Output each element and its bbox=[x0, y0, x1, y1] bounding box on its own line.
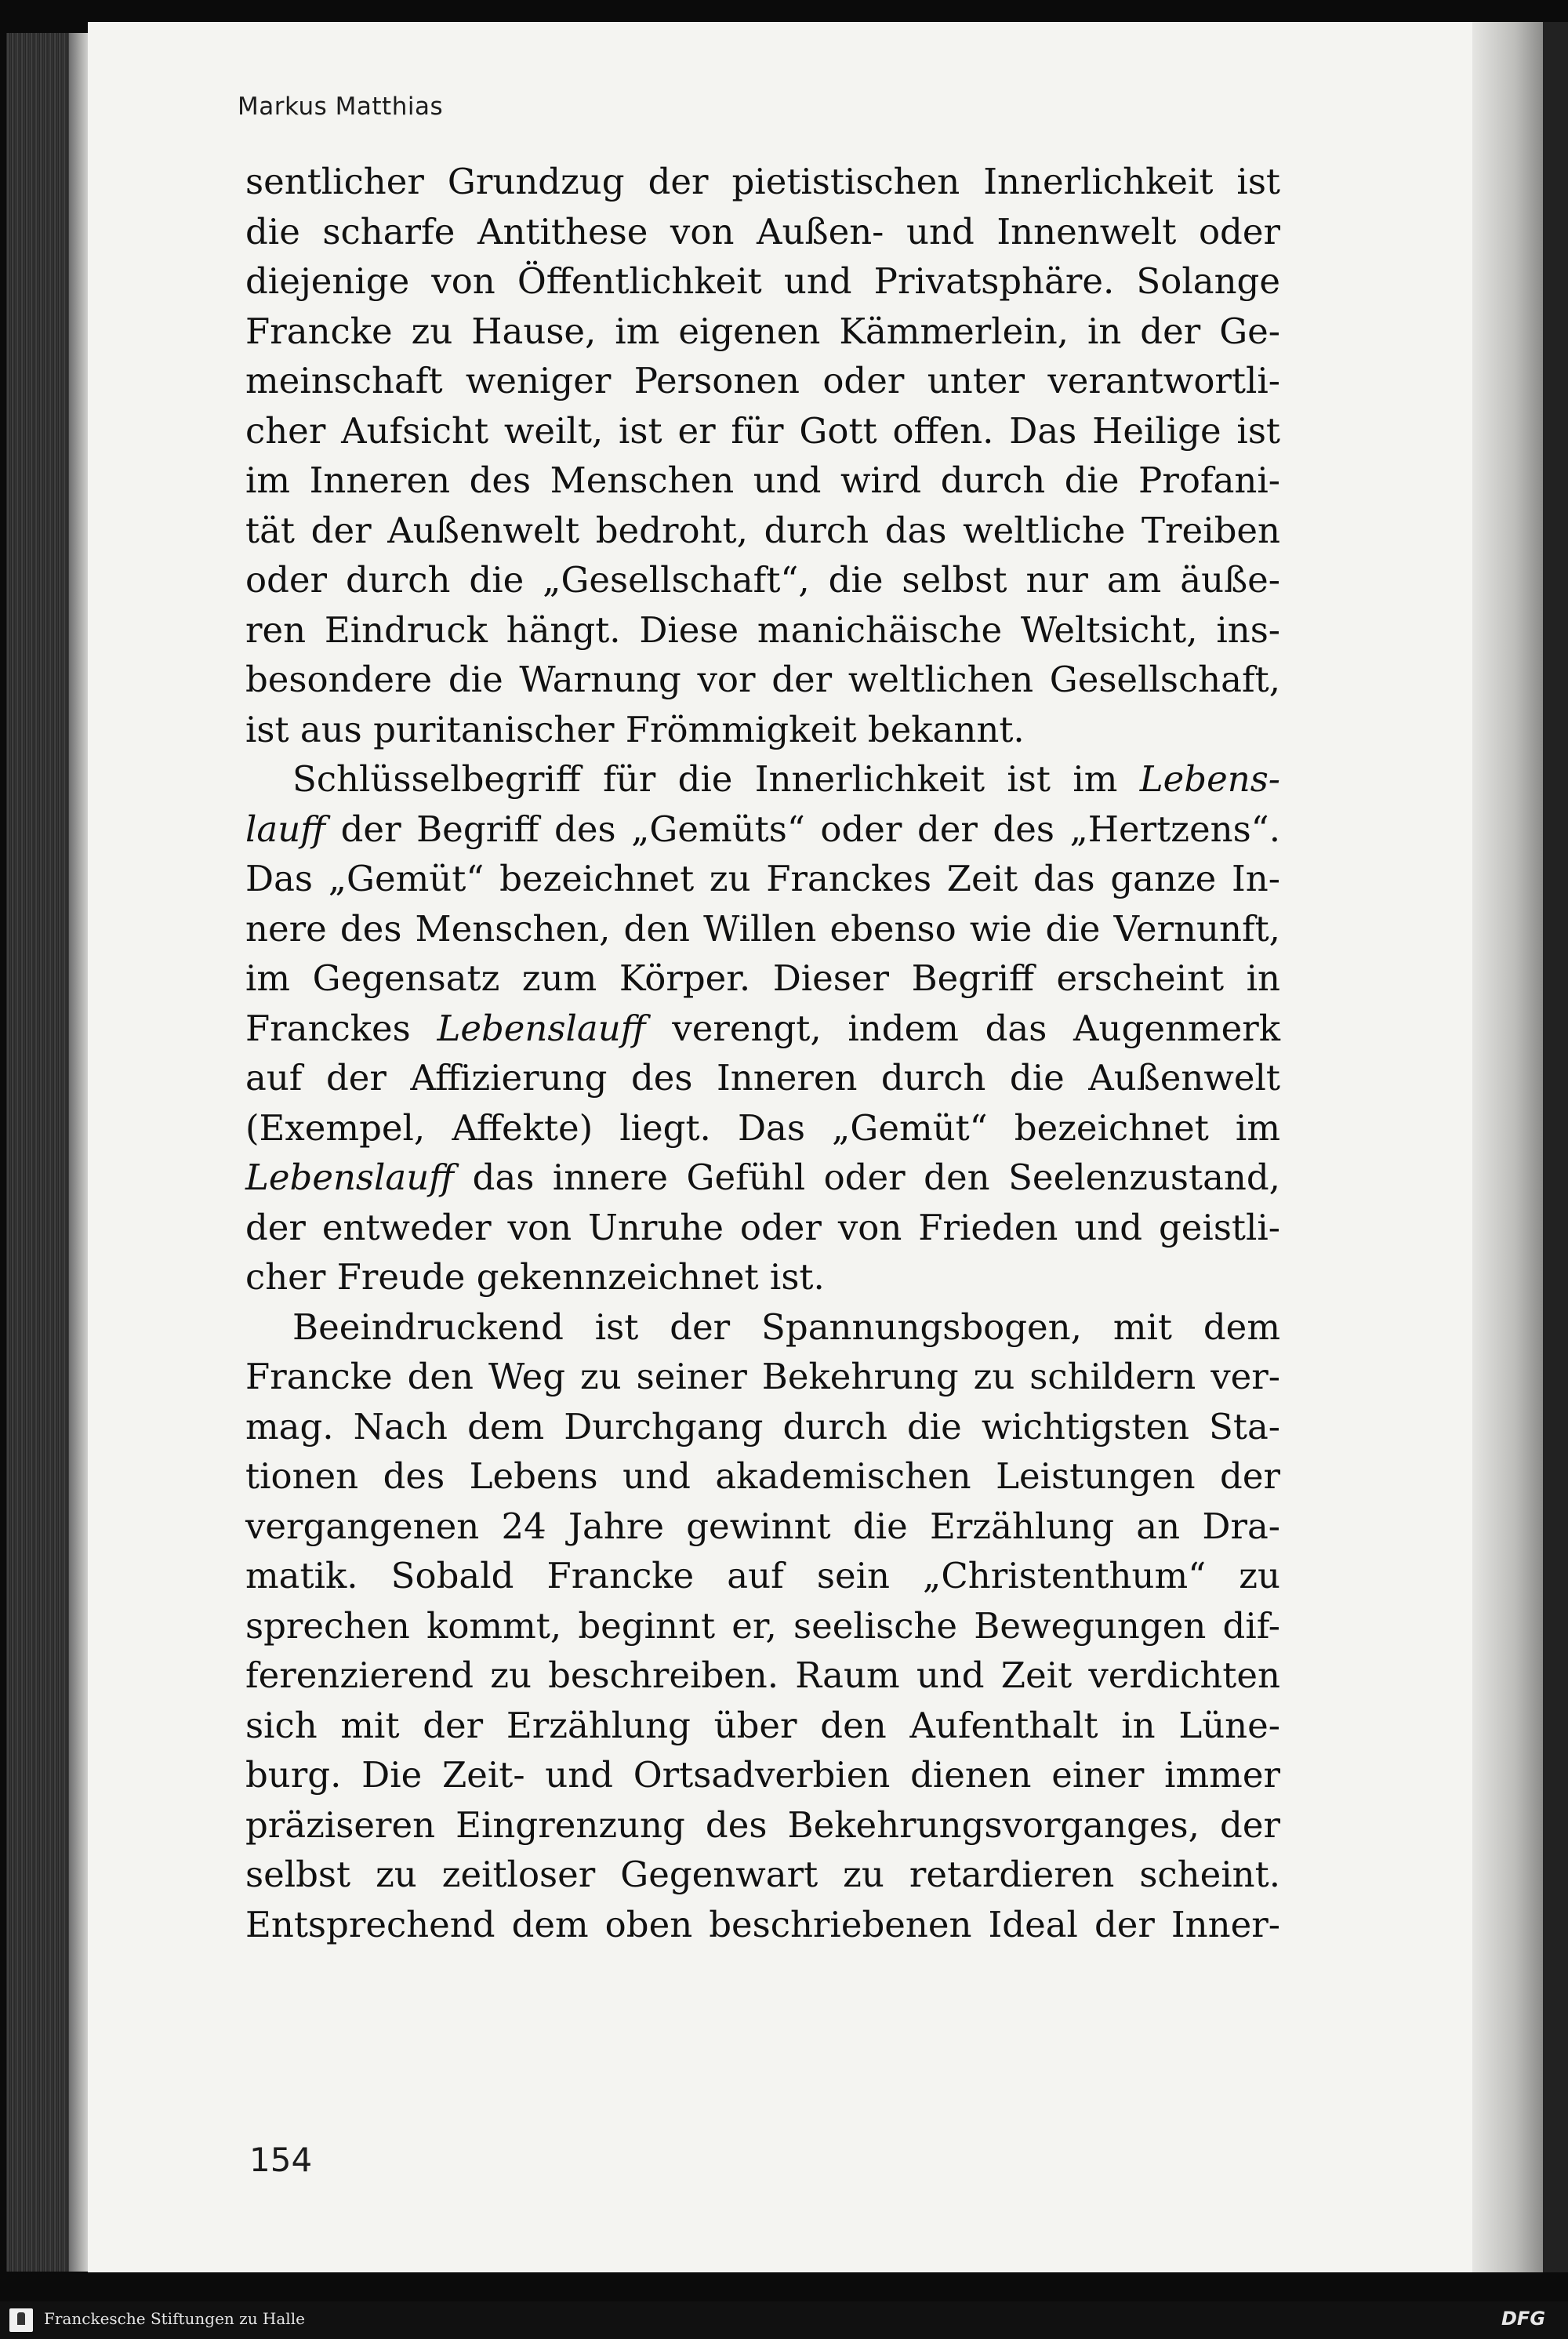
text-line bbox=[245, 207, 1280, 257]
italic-text: Lebenslauff bbox=[245, 1157, 455, 1198]
text-line bbox=[245, 1601, 1280, 1651]
text-line bbox=[245, 804, 1280, 855]
book-spine-shadow bbox=[1543, 22, 1568, 2272]
text-line bbox=[245, 1004, 1280, 1054]
text-line bbox=[245, 1153, 1280, 1203]
text-line bbox=[245, 953, 1280, 1004]
text-line bbox=[245, 854, 1280, 904]
text-segment: Francke den Weg zu seiner Bekehrung zu schildern ver- bbox=[245, 1356, 1280, 1397]
text-line bbox=[245, 1252, 1280, 1302]
text-line bbox=[245, 705, 1280, 755]
text-line bbox=[245, 655, 1280, 705]
text-line bbox=[245, 1651, 1280, 1701]
text-segment: cher Aufsicht weilt, ist er für Gott offen. Das Heilige ist bbox=[245, 409, 1280, 452]
text-line bbox=[245, 1551, 1280, 1601]
running-head: Markus Matthias bbox=[238, 93, 444, 121]
text-line bbox=[245, 605, 1280, 656]
text-segment: diejenige von Öffentlichkeit und Privatsphäre. Solange bbox=[245, 260, 1280, 302]
text-segment: Franckes bbox=[245, 1007, 437, 1049]
text-segment: meinschaft weniger Personen oder unter verantwortli- bbox=[245, 360, 1280, 401]
text-segment: cher Freude gekennzeichnet ist. bbox=[245, 1256, 825, 1298]
institution-name: Franckesche Stiftungen zu Halle bbox=[44, 2309, 305, 2328]
text-segment: sprechen kommt, beginnt er, seelische Bewegungen dif- bbox=[245, 1604, 1280, 1647]
text-segment: Francke zu Hause, im eigenen Kämmerlein, in der Ge- bbox=[245, 310, 1280, 352]
text-line bbox=[245, 1502, 1280, 1552]
text-line bbox=[245, 1302, 1280, 1353]
text-segment: tionen des Lebens und akademischen Leistungen der bbox=[245, 1455, 1280, 1497]
text-line bbox=[245, 1053, 1280, 1103]
text-line bbox=[245, 904, 1280, 954]
text-segment: matik. Sobald Francke auf sein „Christenthum“ zu bbox=[245, 1555, 1280, 1596]
text-line bbox=[245, 1402, 1280, 1452]
text-segment: Schlüsselbegriff für die Innerlichkeit ist im bbox=[292, 758, 1140, 800]
text-line bbox=[245, 1103, 1280, 1153]
text-segment: der Begriff des „Gemüts“ oder der des „Hertzens“. bbox=[325, 808, 1280, 850]
page-edge-highlight bbox=[69, 33, 89, 2272]
text-line bbox=[245, 1451, 1280, 1502]
text-line bbox=[245, 1850, 1280, 1900]
text-segment: verengt, indem das Augenmerk bbox=[645, 1007, 1281, 1049]
text-segment: auf der Affizierung des Inneren durch die Außenwelt bbox=[245, 1057, 1280, 1099]
dfg-logo: DFG bbox=[1501, 2308, 1546, 2330]
text-line bbox=[245, 754, 1280, 804]
text-segment: ren Eindruck hängt. Diese manichäische Weltsicht, ins- bbox=[245, 608, 1280, 651]
text-segment: besondere die Warnung vor der weltlichen Gesellschaft, bbox=[245, 659, 1280, 700]
text-segment: vergangenen 24 Jahre gewinnt die Erzählung an Dra- bbox=[245, 1505, 1280, 1547]
text-line bbox=[245, 1701, 1280, 1751]
text-line bbox=[245, 555, 1280, 605]
text-segment: oder durch die „Gesellschaft“, die selbst nur am äuße- bbox=[245, 559, 1280, 601]
text-segment: Entsprechend dem oben beschriebenen Ideal der Inner- bbox=[245, 1903, 1280, 1945]
text-line bbox=[245, 506, 1280, 556]
text-segment: die scharfe Antithese von Außen- und Innenwelt oder bbox=[245, 210, 1280, 252]
text-line bbox=[245, 406, 1280, 456]
text-line bbox=[245, 157, 1280, 207]
text-line bbox=[245, 356, 1280, 406]
text-segment: im Gegensatz zum Körper. Dieser Begriff erscheint in bbox=[245, 957, 1280, 999]
text-line bbox=[245, 456, 1280, 506]
text-segment: mag. Nach dem Durchgang durch die wichtigsten Sta- bbox=[245, 1405, 1280, 1447]
text-segment: Das „Gemüt“ bezeichnet zu Franckes Zeit das ganze In- bbox=[245, 858, 1280, 899]
text-segment: selbst zu zeitloser Gegenwart zu retardieren scheint. bbox=[245, 1854, 1280, 1895]
text-segment: ferenzierend zu beschreiben. Raum und Zeit verdichten bbox=[245, 1654, 1280, 1696]
text-line bbox=[245, 1750, 1280, 1800]
text-segment: Beeindruckend ist der Spannungsbogen, mit dem bbox=[292, 1306, 1280, 1348]
text-line bbox=[245, 1900, 1280, 1950]
text-segment: sich mit der Erzählung über den Aufenthalt in Lüne- bbox=[245, 1704, 1280, 1746]
italic-text: Lebenslauff bbox=[437, 1007, 646, 1049]
text-segment: im Inneren des Menschen und wird durch die Profani- bbox=[245, 459, 1280, 501]
text-segment: tät der Außenwelt bedroht, durch das weltliche Treiben bbox=[245, 509, 1280, 551]
text-segment: sentlicher Grundzug der pietistischen Innerlichkeit ist bbox=[245, 161, 1280, 202]
italic-text: Lebens- bbox=[1139, 758, 1280, 800]
italic-text: lauff bbox=[245, 808, 326, 850]
page-number: 154 bbox=[249, 2141, 313, 2179]
institution-logo-icon bbox=[9, 2308, 33, 2332]
text-line bbox=[245, 256, 1280, 307]
text-segment: ist aus puritanischer Frömmigkeit bekannt. bbox=[245, 708, 1025, 750]
text-line bbox=[245, 1352, 1280, 1402]
text-segment: nere des Menschen, den Willen ebenso wie die Vernunft, bbox=[245, 907, 1280, 950]
text-line bbox=[245, 307, 1280, 357]
text-line bbox=[245, 1203, 1280, 1253]
body-text bbox=[245, 157, 1280, 1949]
text-segment: (Exempel, Affekte) liegt. Das „Gemüt“ bezeichnet im bbox=[245, 1106, 1280, 1149]
text-segment: das innere Gefühl oder den Seelenzustand, bbox=[454, 1157, 1280, 1198]
text-segment: präziseren Eingrenzung des Bekehrungsvorganges, der bbox=[245, 1803, 1280, 1846]
text-line bbox=[245, 1800, 1280, 1850]
text-segment: burg. Die Zeit- und Ortsadverbien dienen einer immer bbox=[245, 1754, 1280, 1796]
text-segment: der entweder von Unruhe oder von Frieden und geistli- bbox=[245, 1206, 1280, 1248]
